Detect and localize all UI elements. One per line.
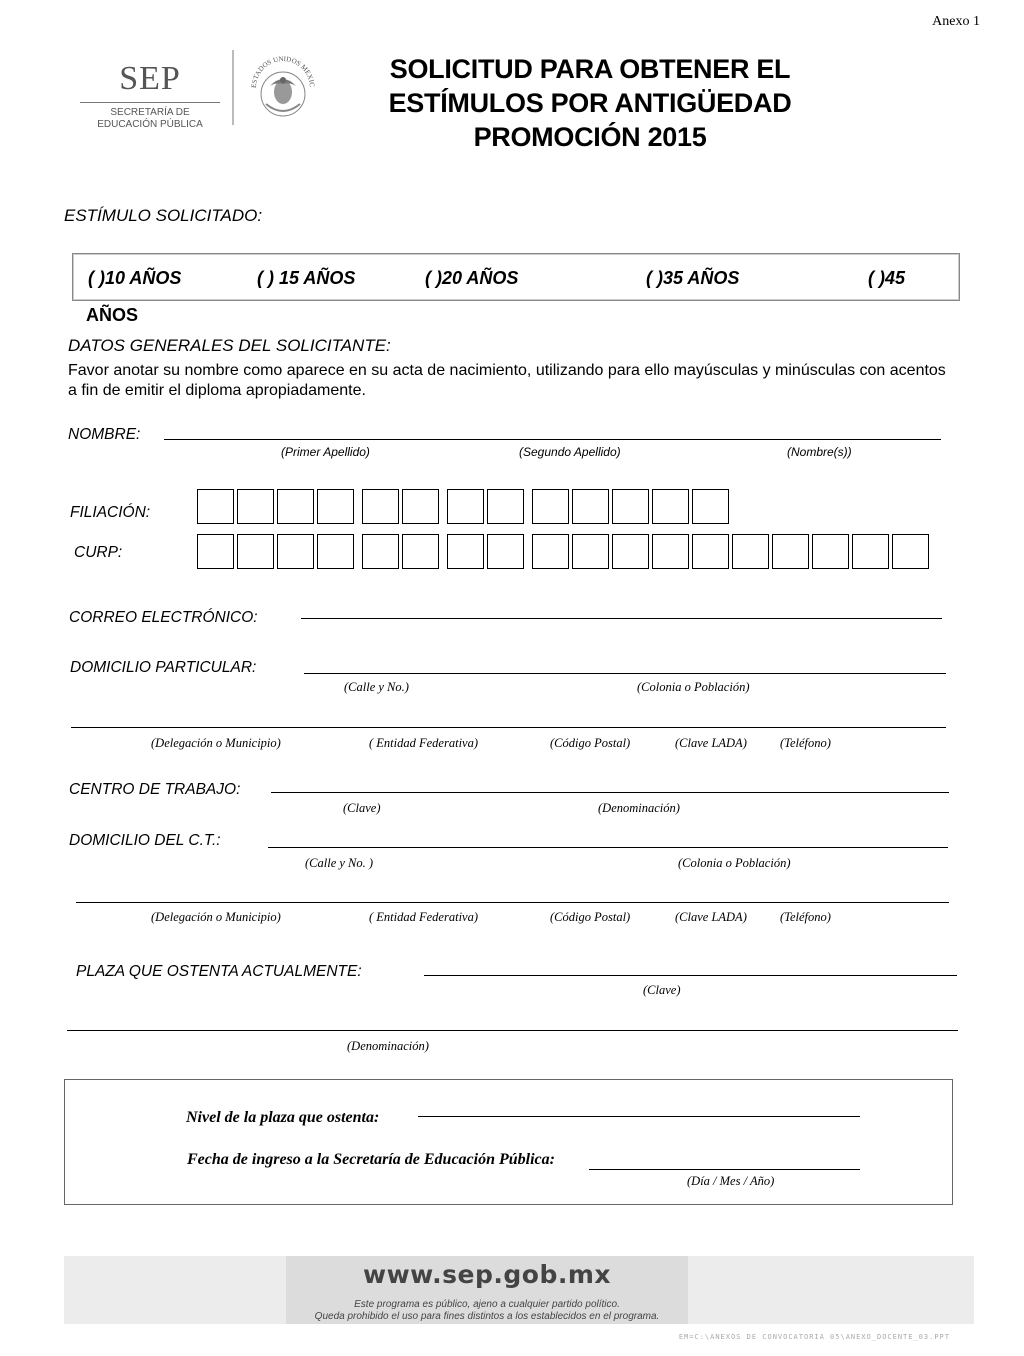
sep-logo	[80, 62, 220, 131]
filiacion-cell[interactable]	[447, 489, 484, 524]
curp-cells[interactable]	[197, 534, 929, 569]
caption-delegacion: (Delegación o Municipio)	[151, 736, 281, 750]
caption-denominacion-ct: (Denominación)	[598, 801, 680, 815]
filiacion-cell[interactable]	[317, 489, 354, 524]
curp-cell[interactable]	[197, 534, 234, 569]
filiacion-cells[interactable]	[197, 489, 729, 524]
footer-disclaimer-1: Este programa es público, ajeno a cualquier partido político.	[354, 1299, 620, 1310]
caption-entidad-ct: ( Entidad Federativa)	[369, 910, 478, 924]
annex-label: Anexo 1	[932, 14, 980, 29]
plaza-clave-field[interactable]	[424, 975, 957, 976]
caption-delegacion-ct: (Delegación o Municipio)	[151, 910, 281, 924]
plaza-label: PLAZA QUE OSTENTA ACTUALMENTE:	[76, 963, 362, 980]
caption-entidad: ( Entidad Federativa)	[369, 736, 478, 750]
caption-denominacion-plaza: (Denominación)	[347, 1039, 429, 1053]
filiacion-cell[interactable]	[277, 489, 314, 524]
svg-text:ESTADOS UNIDOS MEXICANOS: ESTADOS UNIDOS MEXIC	[249, 54, 317, 89]
domicilio-field-line2[interactable]	[71, 727, 946, 728]
option-10-years[interactable]: ( )10 AÑOS	[88, 268, 182, 288]
filiacion-cell[interactable]	[197, 489, 234, 524]
logo-divider	[232, 50, 234, 125]
curp-cell[interactable]	[652, 534, 689, 569]
curp-cell[interactable]	[772, 534, 809, 569]
caption-segundo-apellido: (Segundo Apellido)	[519, 445, 621, 459]
nivel-label: Nivel de la plaza que ostenta:	[186, 1109, 380, 1126]
form-title-line1: SOLICITUD PARA OBTENER EL	[389, 54, 791, 84]
domicilio-field-line1[interactable]	[304, 673, 946, 674]
sep-logo-line1: SECRETARÍA DE	[110, 107, 190, 118]
option-45-years[interactable]: ( )45	[868, 268, 906, 288]
curp-cell[interactable]	[852, 534, 889, 569]
plaza-details-box	[64, 1079, 953, 1205]
filiacion-cell[interactable]	[652, 489, 689, 524]
fecha-label: Fecha de ingreso a la Secretaría de Educación Pública:	[187, 1151, 555, 1168]
curp-label: CURP:	[74, 544, 123, 561]
option-overflow-text: AÑOS	[86, 305, 139, 325]
caption-telefono-ct: (Teléfono)	[780, 910, 831, 924]
filiacion-cell[interactable]	[362, 489, 399, 524]
curp-cell[interactable]	[532, 534, 569, 569]
curp-cell[interactable]	[237, 534, 274, 569]
filiacion-cell[interactable]	[572, 489, 609, 524]
filiacion-cell[interactable]	[237, 489, 274, 524]
nivel-field[interactable]	[418, 1116, 860, 1117]
centro-field[interactable]	[271, 792, 949, 793]
filiacion-cell[interactable]	[612, 489, 649, 524]
estimulo-heading: ESTÍMULO SOLICITADO:	[64, 206, 263, 225]
curp-cell[interactable]	[487, 534, 524, 569]
curp-cell[interactable]	[572, 534, 609, 569]
footer-url[interactable]: www.sep.gob.mx	[362, 1260, 612, 1289]
nombre-field[interactable]	[164, 439, 941, 440]
caption-clave-lada: (Clave LADA)	[675, 736, 747, 750]
caption-fecha: (Día / Mes / Año)	[687, 1174, 775, 1188]
form-title-line3: PROMOCIÓN 2015	[473, 122, 707, 152]
curp-cell[interactable]	[612, 534, 649, 569]
nombre-label: NOMBRE:	[68, 426, 141, 443]
file-reference: EM=C:\ANEXOS DE CONVOCATORIA 05\ANEXO_DOCENTE_03.PPT	[678, 1333, 950, 1341]
form-title	[300, 52, 880, 154]
filiacion-cell[interactable]	[402, 489, 439, 524]
correo-label: CORREO ELECTRÓNICO:	[69, 609, 258, 626]
option-35-years[interactable]: ( )35 AÑOS	[646, 268, 740, 288]
fecha-field[interactable]	[589, 1169, 860, 1170]
curp-cell[interactable]	[277, 534, 314, 569]
curp-cell[interactable]	[732, 534, 769, 569]
caption-clave-plaza: (Clave)	[643, 983, 681, 997]
curp-cell[interactable]	[317, 534, 354, 569]
filiacion-cell[interactable]	[692, 489, 729, 524]
filiacion-cell[interactable]	[532, 489, 569, 524]
caption-nombres: (Nombre(s))	[787, 445, 852, 459]
caption-colonia: (Colonia o Población)	[637, 680, 750, 694]
caption-colonia-ct: (Colonia o Población)	[678, 856, 791, 870]
instructions-note: Favor anotar su nombre como aparece en su acta de nacimiento, utilizando para ello mayúsculas y minúsculas con acentos a fin de emitir el diploma apropiadamente.	[68, 362, 946, 399]
domicilio-ct-label: DOMICILIO DEL C.T.:	[69, 832, 221, 849]
curp-cell[interactable]	[692, 534, 729, 569]
option-15-years[interactable]: ( ) 15 AÑOS	[257, 268, 356, 288]
filiacion-cell[interactable]	[487, 489, 524, 524]
datos-heading: DATOS GENERALES DEL SOLICITANTE:	[68, 336, 391, 355]
sep-logo-rule	[80, 102, 220, 103]
domicilio-ct-field-line1[interactable]	[268, 847, 948, 848]
sep-logo-text: SEP	[119, 60, 181, 97]
caption-primer-apellido: (Primer Apellido)	[281, 445, 370, 459]
curp-cell[interactable]	[892, 534, 929, 569]
curp-cell[interactable]	[362, 534, 399, 569]
caption-telefono: (Teléfono)	[780, 736, 831, 750]
caption-clave-ct: (Clave)	[343, 801, 381, 815]
filiacion-label: FILIACIÓN:	[70, 504, 151, 521]
domicilio-ct-field-line2[interactable]	[76, 902, 949, 903]
domicilio-label: DOMICILIO PARTICULAR:	[70, 659, 257, 676]
form-title-line2: ESTÍMULOS POR ANTIGÜEDAD	[388, 88, 792, 118]
caption-codigo-postal-ct: (Código Postal)	[550, 910, 631, 924]
option-20-years[interactable]: ( )20 AÑOS	[425, 268, 519, 288]
sep-logo-line2: EDUCACIÓN PÚBLICA	[97, 119, 203, 130]
caption-clave-lada-ct: (Clave LADA)	[675, 910, 747, 924]
curp-cell[interactable]	[812, 534, 849, 569]
footer-disclaimer-2: Queda prohibido el uso para fines distintos a los establecidos en el programa.	[314, 1311, 660, 1322]
caption-calle-ct: (Calle y No. )	[305, 856, 374, 870]
centro-label: CENTRO DE TRABAJO:	[69, 781, 241, 798]
plaza-denominacion-field[interactable]	[67, 1030, 958, 1031]
curp-cell[interactable]	[447, 534, 484, 569]
footer-banner	[286, 1256, 688, 1324]
correo-field[interactable]	[301, 618, 942, 619]
curp-cell[interactable]	[402, 534, 439, 569]
caption-codigo-postal: (Código Postal)	[550, 736, 631, 750]
caption-calle: (Calle y No.)	[344, 680, 409, 694]
